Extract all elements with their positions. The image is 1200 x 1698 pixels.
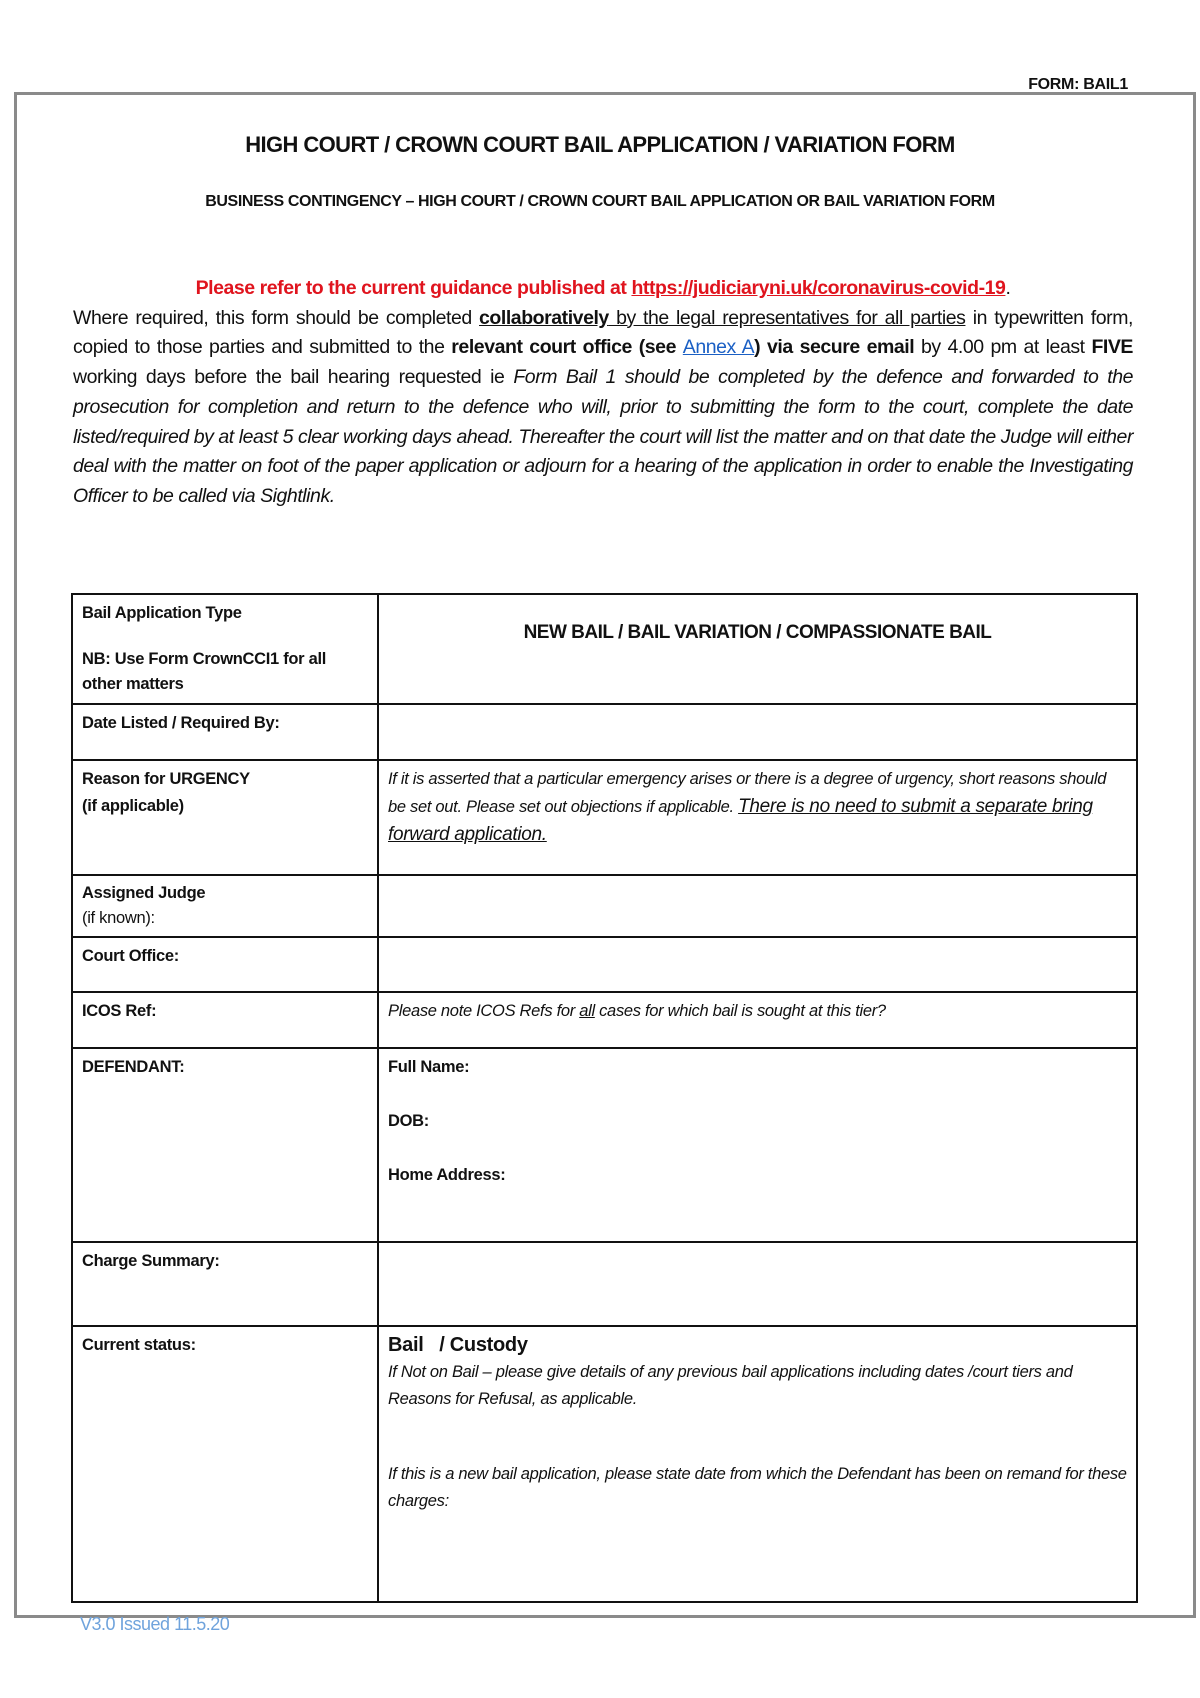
urgency-sublabel: (if applicable) [82,797,184,815]
status-note-not-on-bail: If Not on Bail – please give details of any previous bail applications including dates /court tiers and Reasons for Refusal, as applicable. [388,1363,1073,1408]
charge-summary-label: Charge Summary: [72,1242,378,1326]
urgency-instructions: If it is asserted that a particular emergency arises or there is a degree of urgency, short reasons should be set out. Please set out objections if applicable. [388,770,1107,816]
judge-label: Assigned Judge [82,884,206,902]
court-office-field[interactable] [378,937,1137,992]
bail-form-table [71,593,1138,1603]
court-office-label: Court Office: [72,937,378,992]
assigned-judge-field[interactable] [378,875,1137,937]
bail-type-note: NB: Use Form CrownCCI1 for all other matters [82,650,327,693]
annex-a-link[interactable]: Annex A [682,336,755,359]
row-assigned-judge [72,875,1137,937]
status-note-new-application: If this is a new bail application, please state date from which the Defendant has been on remand for these charges: [388,1465,1127,1510]
full-name-label: Full Name: [388,1058,470,1076]
row-charge-summary [72,1242,1137,1326]
text: cases for which bail is sought at this tier? [594,1002,886,1020]
urgency-label: Reason for URGENCY [82,770,250,788]
text: all [579,1002,595,1020]
current-status-field[interactable] [378,1326,1137,1602]
text: in typewritten form, copied to those parties and submitted to the [73,306,1133,359]
text: Where required, this form should be completed [73,306,480,329]
text: by 4.00 pm at least [914,336,1092,359]
defendant-field[interactable] [378,1048,1137,1242]
current-status-label: Current status: [72,1326,378,1602]
dob-label: DOB: [388,1112,429,1130]
form-id: FORM: BAIL1 [1028,76,1128,93]
version-footer: V3.0 Issued 11.5.20 [80,1614,230,1634]
defendant-label: DEFENDANT: [72,1048,378,1242]
row-court-office [72,937,1137,992]
row-urgency [72,760,1137,875]
text: working days before the bail hearing requested ie [73,366,514,389]
row-date-listed [72,704,1137,760]
status-options[interactable]: Bail / Custody [388,1334,528,1356]
home-address-label: Home Address: [388,1166,506,1184]
icos-field[interactable] [378,992,1137,1048]
text-emphasis: relevant court office (see [451,336,683,359]
text-emphasis: collaboratively [479,306,609,329]
date-listed-field[interactable] [378,704,1137,760]
row-defendant [72,1048,1137,1242]
text: by the legal representatives for all parties [608,306,966,329]
row-current-status [72,1326,1137,1602]
guidance-paragraph [73,274,1133,512]
text-emphasis: ) via secure email [754,336,915,359]
period: . [1005,277,1011,299]
charge-summary-field[interactable] [378,1242,1137,1326]
icos-label: ICOS Ref: [72,992,378,1048]
text-emphasis: FIVE [1091,336,1133,359]
text-italic: Form Bail 1 should be completed by the defence and forwarded to the prosecution for completion and return to the defence who will, prior to submitting the form to the court, complete the date listed/required by at least 5 clear working days ahead. Thereafter the court will list the matter and on that date the Judge will either deal with the matter on foot of the paper application or adjourn for a hearing of the application in order to enable the Investigating Officer to be called via Sightlink. [73,366,1133,507]
urgency-note: There is no need to submit a separate bring forward application. [388,796,1093,845]
bail-type-label: Bail Application Type [82,604,242,622]
guidance-link[interactable]: https://judiciaryni.uk/coronavirus-covid-19 [631,277,1006,299]
guidance-notice: Please refer to the current guidance published at [195,277,632,299]
judge-sublabel: (if known): [82,909,155,927]
page-subtitle: BUSINESS CONTINGENCY – HIGH COURT / CROWN COURT BAIL APPLICATION OR BAIL VARIATION FORM [205,193,995,210]
bail-type-value[interactable]: NEW BAIL / BAIL VARIATION / COMPASSIONATE BAIL [378,594,1137,704]
row-bail-type [72,594,1137,704]
text: Please note ICOS Refs for [388,1002,580,1020]
page-title: HIGH COURT / CROWN COURT BAIL APPLICATION / VARIATION FORM [245,132,955,157]
row-icos-ref [72,992,1137,1048]
date-listed-label: Date Listed / Required By: [72,704,378,760]
urgency-field[interactable] [378,760,1137,875]
